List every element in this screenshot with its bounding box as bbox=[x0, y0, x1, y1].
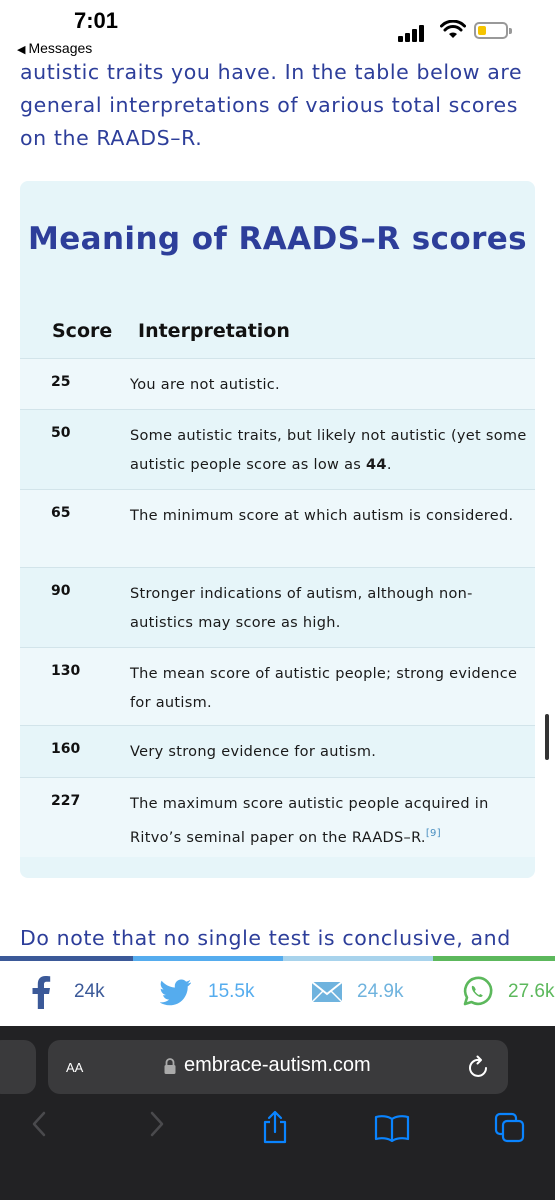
browser-chrome bbox=[0, 1026, 555, 1200]
whatsapp-share-button[interactable] bbox=[460, 970, 554, 1014]
back-triangle-icon: ◀ bbox=[17, 44, 26, 56]
row-score: 65 bbox=[51, 505, 71, 521]
share-color-strip bbox=[0, 956, 555, 961]
email-share-button[interactable] bbox=[311, 970, 403, 1014]
article-paragraph-outro: Do note that no single test is conclusive, and bbox=[20, 926, 511, 950]
row-interpretation-tail: . bbox=[386, 457, 392, 473]
previous-tab-preview[interactable] bbox=[0, 1040, 36, 1094]
tabs-icon[interactable] bbox=[494, 1112, 526, 1144]
forward-chevron-icon[interactable] bbox=[148, 1110, 166, 1138]
citation-link[interactable]: [9] bbox=[425, 828, 441, 839]
twitter-share-count: 15.5k bbox=[208, 981, 255, 1002]
column-header-score: Score bbox=[52, 320, 113, 342]
column-header-interpretation: Interpretation bbox=[138, 320, 290, 342]
email-share-count: 24.9k bbox=[357, 981, 404, 1002]
row-score: 130 bbox=[51, 663, 81, 679]
back-label: Messages bbox=[28, 40, 93, 56]
facebook-share-count: 24k bbox=[74, 981, 105, 1002]
url-text[interactable]: embrace-autism.com bbox=[184, 1054, 371, 1076]
row-interpretation-text: The maximum score autistic people acquired in Ritvo’s seminal paper on the RAADS–R. bbox=[130, 796, 489, 846]
row-interpretation-text: Some autistic traits, but likely not autistic (yet some autistic people score as low as bbox=[130, 428, 527, 473]
row-score: 25 bbox=[51, 374, 71, 390]
table-row bbox=[20, 777, 535, 857]
row-interpretation-bold: 44 bbox=[366, 457, 387, 473]
share-bar bbox=[0, 956, 555, 1026]
table-row bbox=[20, 725, 535, 778]
row-interpretation: Stronger indications of autism, although non-autistics may score as high. bbox=[130, 586, 473, 631]
status-bar bbox=[0, 0, 555, 60]
share-icon[interactable] bbox=[260, 1110, 290, 1144]
whatsapp-icon bbox=[460, 975, 494, 1009]
row-interpretation bbox=[130, 422, 530, 480]
row-score: 160 bbox=[51, 741, 81, 757]
facebook-icon bbox=[30, 975, 52, 1009]
facebook-share-button[interactable] bbox=[30, 970, 105, 1014]
table-title: Meaning of RAADS–R scores bbox=[27, 221, 528, 257]
scroll-indicator[interactable] bbox=[545, 714, 549, 760]
status-time: 7:01 bbox=[74, 8, 119, 33]
table-row bbox=[20, 358, 535, 410]
row-interpretation: You are not autistic. bbox=[130, 377, 280, 393]
bookmarks-icon[interactable] bbox=[374, 1114, 410, 1142]
table-row bbox=[20, 409, 535, 490]
wifi-icon bbox=[440, 20, 466, 40]
lock-icon bbox=[163, 1057, 177, 1075]
row-score: 50 bbox=[51, 425, 71, 441]
row-score: 90 bbox=[51, 583, 71, 599]
table-row bbox=[20, 647, 535, 726]
row-interpretation bbox=[130, 790, 530, 853]
back-to-messages[interactable] bbox=[17, 40, 92, 56]
cellular-signal-icon bbox=[398, 24, 430, 42]
twitter-share-button[interactable] bbox=[160, 970, 254, 1014]
table-row bbox=[20, 567, 535, 648]
row-interpretation: Very strong evidence for autism. bbox=[130, 744, 377, 760]
text-size-label: AA bbox=[66, 1060, 84, 1075]
row-score: 227 bbox=[51, 793, 81, 809]
battery-icon bbox=[474, 22, 508, 39]
table-row bbox=[20, 489, 535, 568]
text-size-button[interactable] bbox=[66, 1056, 83, 1077]
reload-icon[interactable] bbox=[467, 1054, 491, 1080]
whatsapp-share-count: 27.6k bbox=[508, 981, 555, 1002]
back-chevron-icon[interactable] bbox=[30, 1110, 48, 1138]
row-interpretation: The mean score of autistic people; strong evidence for autism. bbox=[130, 666, 518, 711]
twitter-icon bbox=[160, 979, 192, 1006]
envelope-icon bbox=[311, 981, 343, 1003]
article-paragraph-intro: autistic traits you have. In the table below are general interpretations of various total scores on the RAADS–R. bbox=[20, 60, 523, 150]
row-interpretation: The minimum score at which autism is considered. bbox=[130, 508, 514, 524]
